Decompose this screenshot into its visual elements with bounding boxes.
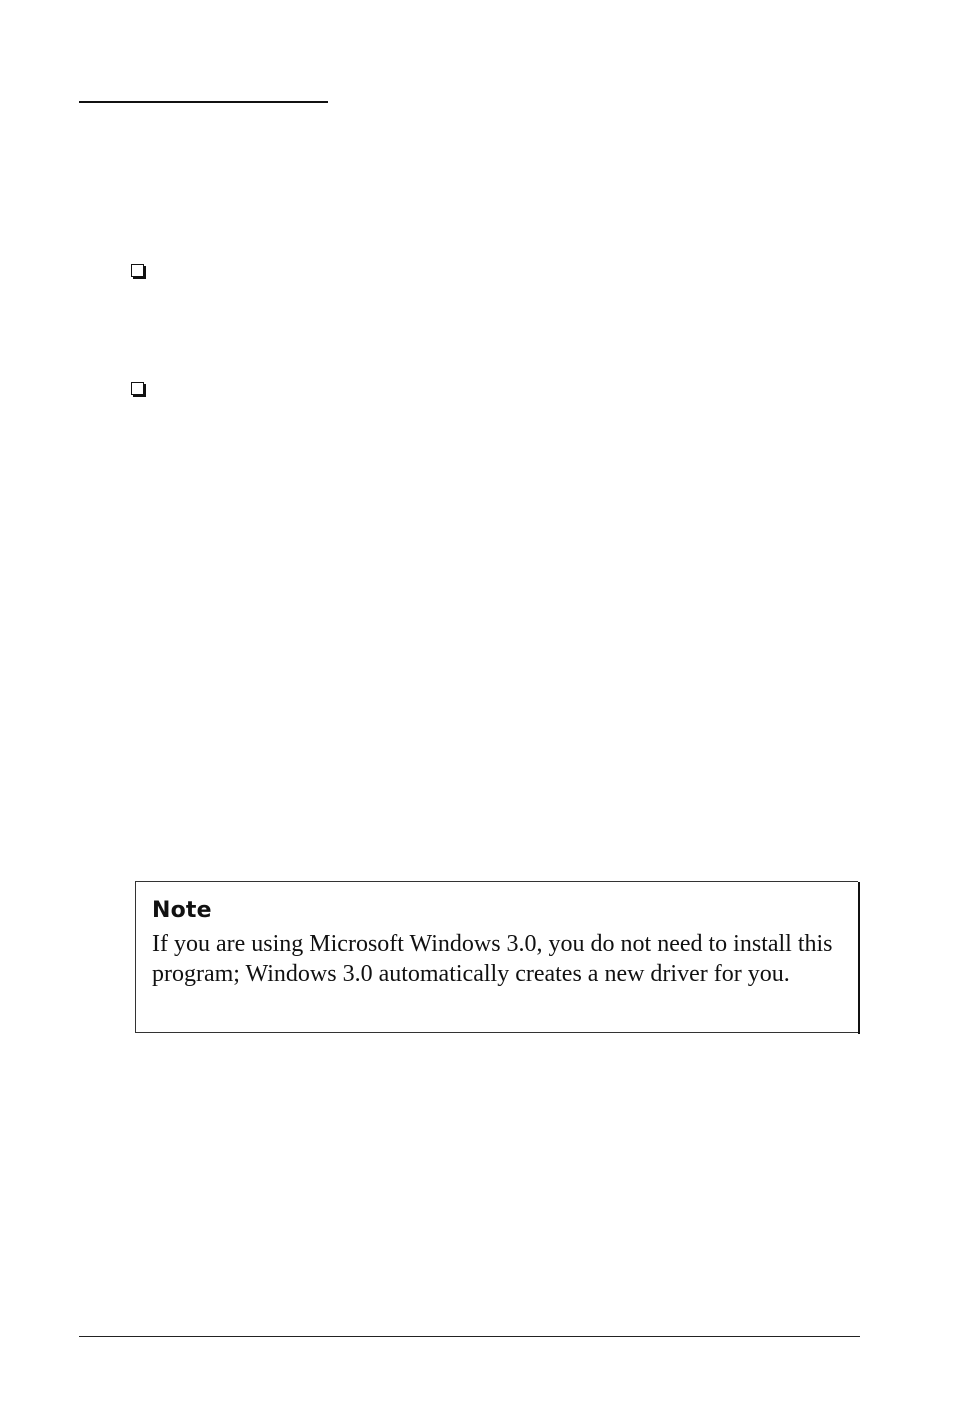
note-box [135, 881, 858, 1033]
footer-rule [79, 1336, 860, 1337]
checkbox-bullet-icon [131, 382, 144, 395]
checkbox-bullet-icon [131, 264, 144, 277]
note-title: Note [152, 898, 212, 923]
note-text: If you are using Microsoft Windows 3.0, you do not need to install this program; Windows 3.0 automatically creates a new driver for you. [152, 931, 833, 987]
header-rule [79, 101, 328, 103]
